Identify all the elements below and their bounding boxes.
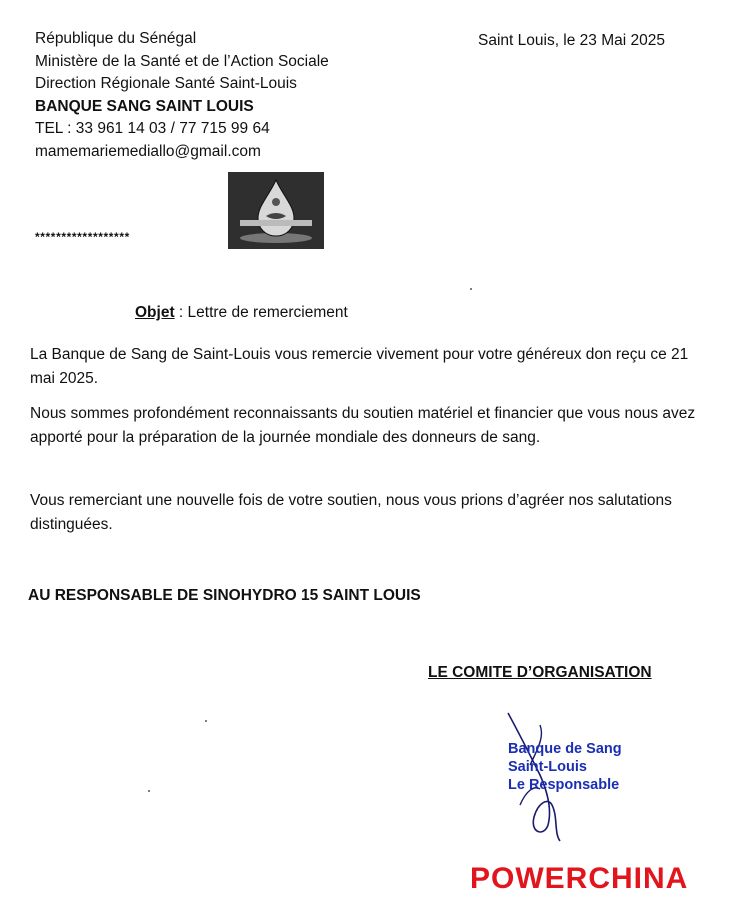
powerchina-watermark: POWERCHINA [470, 862, 689, 895]
subject-text: : Lettre de remerciement [174, 304, 348, 321]
speck [205, 720, 207, 722]
body-paragraph: Nous sommes profondément reconnaissants du soutien matériel et financier que vous nous avez apporté pour la préparation de la journée mondiale des donneurs de sang. [30, 405, 696, 446]
letterhead-line: Ministère de la Santé et de l’Action Sociale [35, 52, 329, 70]
speck [148, 790, 150, 792]
stamp-line: Banque de Sang [508, 741, 622, 757]
letter-date: Saint Louis, le 23 Mai 2025 [478, 32, 665, 49]
separator-stars: ****************** [35, 230, 130, 244]
body-paragraph: La Banque de Sang de Saint-Louis vous remercie vivement pour votre généreux don reçu ce 21 mai 2025. [30, 346, 689, 387]
subject-line [135, 304, 348, 322]
organization-name: BANQUE SANG SAINT LOUIS [35, 97, 254, 115]
speck [470, 288, 472, 290]
email-address: mamemariemediallo@gmail.com [35, 142, 261, 160]
letterhead [35, 28, 329, 163]
signatory-title: LE COMITE D’ORGANISATION [428, 664, 652, 681]
phone-number: TEL : 33 961 14 03 / 77 715 99 64 [35, 120, 270, 137]
stamp-line: Saint-Louis [508, 759, 587, 775]
letterhead-line: Direction Régionale Santé Saint-Louis [35, 75, 297, 92]
recipient-line: AU RESPONSABLE DE SINOHYDRO 15 SAINT LOUIS [28, 587, 421, 604]
blood-drop-logo [228, 172, 324, 249]
letterhead-line: République du Sénégal [35, 30, 197, 47]
official-stamp [508, 740, 622, 794]
subject-label: Objet [135, 304, 175, 321]
body-paragraph: Vous remerciant une nouvelle fois de votre soutien, nous vous prions d’agréer nos salutations distinguées. [30, 492, 672, 533]
stamp-line: Le Responsable [508, 777, 620, 793]
